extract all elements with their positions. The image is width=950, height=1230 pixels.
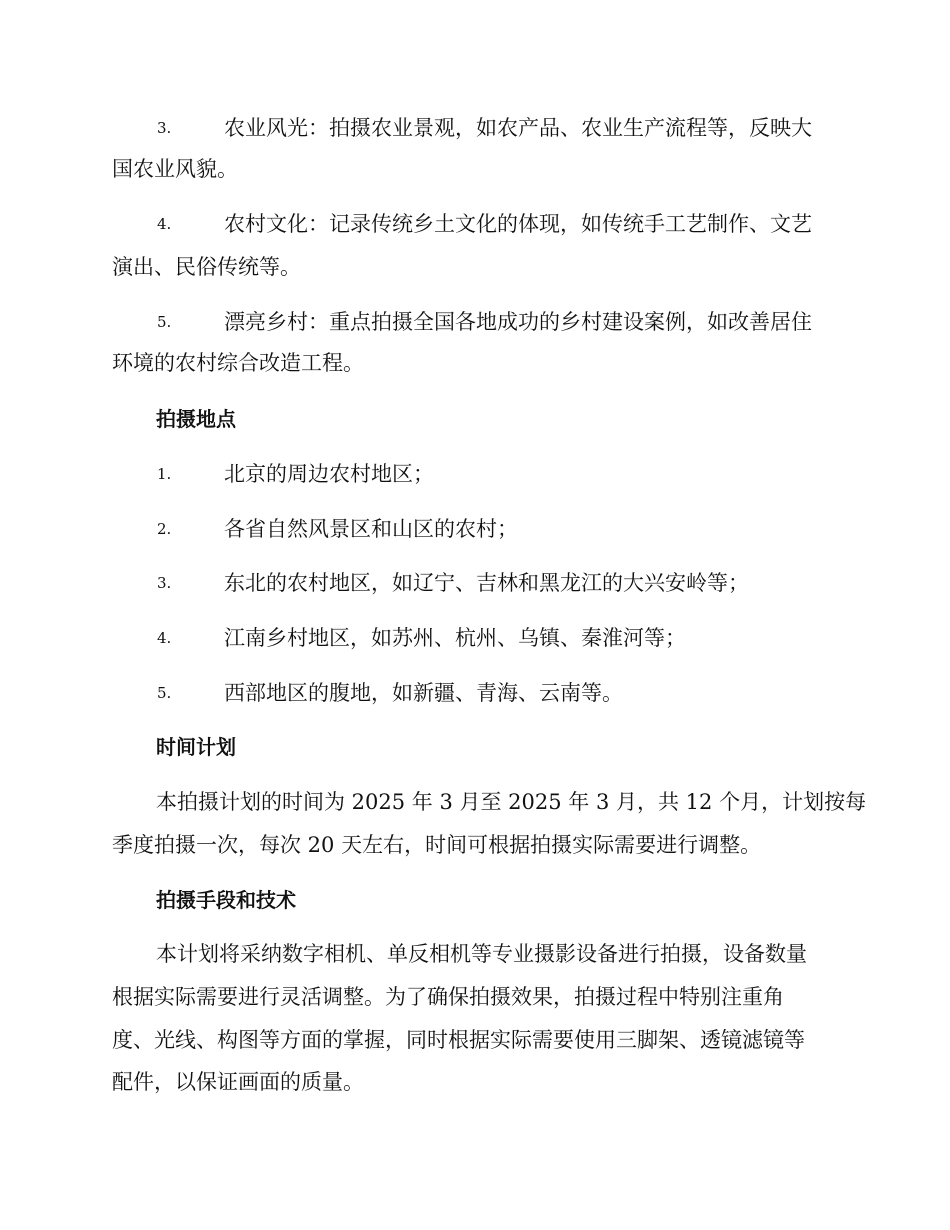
paragraph-line: 本计划将采纳数字相机、单反相机等专业摄影设备进行拍摄，设备数量 [156, 942, 807, 966]
list-number: 3. [157, 574, 172, 592]
section-heading-methods: 拍摄手段和技术 [156, 888, 296, 912]
list-number: 3. [157, 119, 172, 137]
list-item-text: 农业风光：拍摄农业景观，如农产品、农业生产流程等，反映大 [224, 116, 812, 140]
list-item-text: 各省自然风景区和山区的农村； [224, 517, 518, 541]
list-item-text: 西部地区的腹地，如新疆、青海、云南等。 [224, 681, 623, 705]
paragraph-line: 配件，以保证画面的质量。 [112, 1070, 364, 1094]
paragraph-line: 度、光线、构图等方面的掌握，同时根据实际需要使用三脚架、透镜滤镜等 [112, 1028, 805, 1052]
section-heading-schedule: 时间计划 [156, 735, 236, 759]
paragraph-line: 本拍摄计划的时间为 2025 年 3 月至 2025 年 3 月，共 12 个月，计划按每 [156, 790, 867, 814]
list-number: 1. [157, 465, 172, 483]
list-item-text: 北京的周边农村地区； [224, 462, 434, 486]
list-number: 4. [157, 215, 172, 233]
list-number: 5. [157, 313, 172, 331]
section-heading-locations: 拍摄地点 [156, 407, 236, 431]
list-item-text: 江南乡村地区，如苏州、杭州、乌镇、秦淮河等； [224, 626, 686, 650]
list-number: 2. [157, 520, 172, 538]
list-number: 5. [157, 684, 172, 702]
list-item-continuation: 国农业风貌。 [112, 157, 238, 181]
paragraph-line: 季度拍摄一次，每次 20 天左右，时间可根据拍摄实际需要进行调整。 [112, 833, 762, 857]
list-item-text: 东北的农村地区，如辽宁、吉林和黑龙江的大兴安岭等； [224, 571, 749, 595]
list-item-continuation: 演出、民俗传统等。 [112, 255, 301, 279]
list-item-text: 漂亮乡村：重点拍摄全国各地成功的乡村建设案例，如改善居住 [224, 310, 812, 334]
list-item-text: 农村文化：记录传统乡土文化的体现，如传统手工艺制作、文艺 [224, 212, 812, 236]
paragraph-line: 根据实际需要进行灵活调整。为了确保拍摄效果，拍摄过程中特别注重角 [112, 985, 784, 1009]
list-item-continuation: 环境的农村综合改造工程。 [112, 351, 364, 375]
list-number: 4. [157, 629, 172, 647]
